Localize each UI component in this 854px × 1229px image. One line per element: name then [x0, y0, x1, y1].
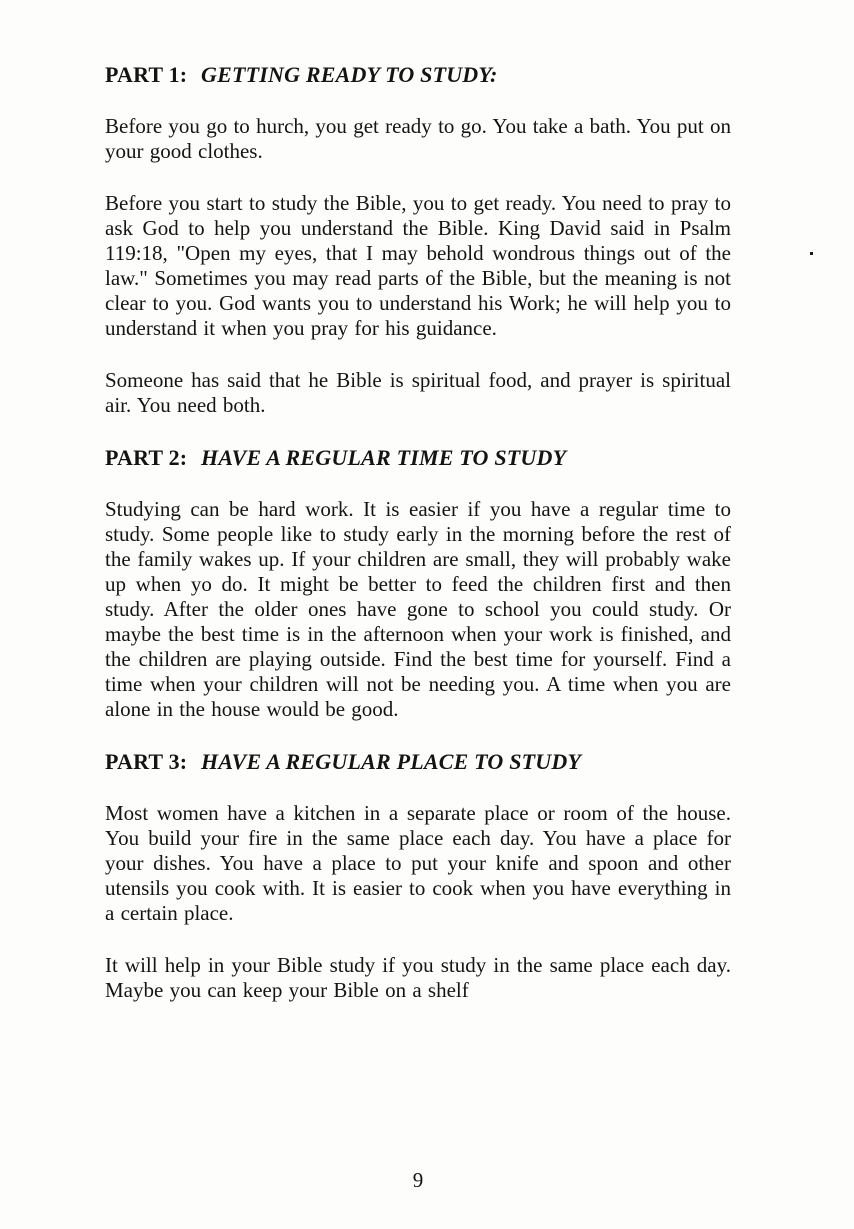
part-label: PART 3: [105, 749, 188, 774]
part-title: HAVE A REGULAR TIME TO STUDY [201, 445, 567, 470]
part-title: HAVE A REGULAR PLACE TO STUDY [201, 749, 582, 774]
part-title: GETTING READY TO STUDY: [201, 62, 498, 87]
part-label: PART 2: [105, 445, 188, 470]
text-column [105, 62, 731, 1030]
section-part-2 [105, 445, 731, 722]
section-heading [105, 749, 731, 774]
paragraph: Someone has said that he Bible is spiritual food, and prayer is spiritual air. You need both. [105, 368, 731, 417]
section-part-1 [105, 62, 731, 418]
paragraph: Studying can be hard work. It is easier if you have a regular time to study. Some people like to study early in the morning before the rest of the family wakes up. If your children are small, they will probably wake up when yo do. It might be better to feed the children first and then study. After the older ones have gone to school you could study. Or maybe the best time is in the afternoon when your work is finished, and the children are playing outside. Find the best time for yourself. Find a time when your children will not be needing you. A time when you are alone in the house would be good. [105, 497, 731, 721]
section-heading [105, 445, 731, 470]
paragraph: Most women have a kitchen in a separate place or room of the house. You build your fire in the same place each day. You have a place for your dishes. You have a place to put your knife and spoon and other utensils you cook with. It is easier to cook when you have everything in a certain place. [105, 801, 731, 925]
scan-artifact-dot [810, 252, 813, 255]
paragraph: Before you start to study the Bible, you to get ready. You need to pray to ask God to help you understand the Bible. King David said in Psalm 119:18, "Open my eyes, that I may behold wondrous things out of the law." Sometimes you may read parts of the Bible, but the meaning is not clear to you. God wants you to understand his Work; he will help you to understand it when you pray for his guidance. [105, 191, 731, 340]
section-part-3 [105, 749, 731, 1003]
section-heading [105, 62, 731, 87]
paragraph: It will help in your Bible study if you study in the same place each day. Maybe you can keep your Bible on a shelf [105, 953, 731, 1002]
paragraph: Before you go to hurch, you get ready to go. You take a bath. You put on your good clothes. [105, 114, 731, 163]
page-number: 9 [412, 1168, 424, 1192]
part-label: PART 1: [105, 62, 188, 87]
